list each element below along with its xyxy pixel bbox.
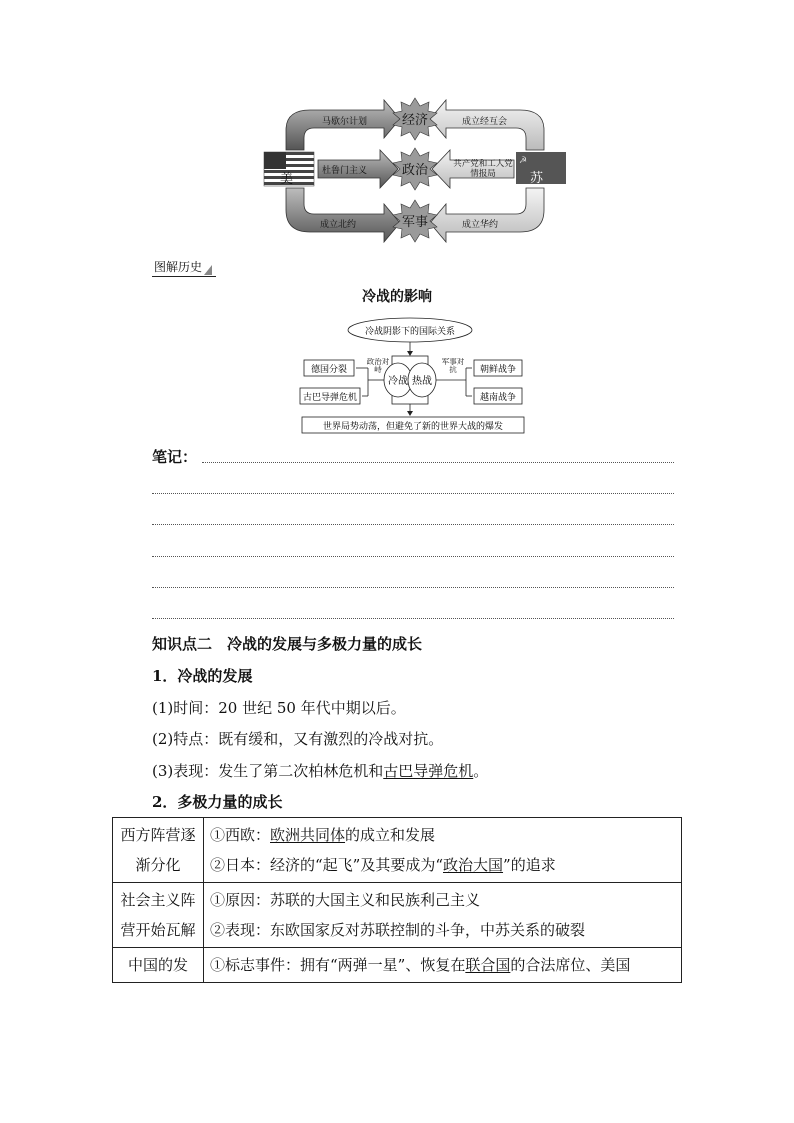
svg-text:☭: ☭ <box>519 156 528 166</box>
japan-text: ②日本：经济的“起飞”及其要成为“ <box>210 856 444 874</box>
multipolar-table <box>112 817 682 983</box>
section-tag-label: 图解历史 <box>154 260 203 274</box>
warsaw-label: 成立华约 <box>462 220 499 230</box>
left-arrow-label: 政治对峙 <box>366 358 390 374</box>
note-line-4[interactable] <box>152 556 674 557</box>
note-line-1[interactable] <box>202 462 674 463</box>
time-line: (1)时间：20 世纪 50 年代中期以后。 <box>152 699 406 717</box>
truman-label: 杜鲁门主义 <box>322 166 368 176</box>
politics-node <box>393 148 437 190</box>
un-term: 联合国 <box>465 956 511 974</box>
cominform-label: 共产党和工人党情报局 <box>453 159 513 179</box>
manifestation-end: 。 <box>473 762 489 780</box>
cuban-crisis-term: 古巴导弹危机 <box>383 762 474 780</box>
table-row <box>113 883 682 948</box>
left-box-2: 古巴导弹危机 <box>302 393 358 403</box>
subsection-2-title: 2．多极力量的成长 <box>152 793 283 811</box>
hot-label: 热战 <box>412 376 432 387</box>
warsaw-arrow <box>430 188 544 242</box>
politics-label: 政治 <box>401 163 429 178</box>
cold-war-confrontation-diagram <box>262 92 568 246</box>
right-arrow-label: 军事对抗 <box>441 358 465 374</box>
manifest-text: ②表现：东欧国家反对苏联控制的斗争，中苏关系的破裂 <box>210 921 586 939</box>
notes-label: 笔记： <box>152 448 198 466</box>
feature-line: (2)特点：既有缓和，又有激烈的冷战对抗。 <box>152 730 444 748</box>
china-events-text: ①标志事件：拥有“两弹一星”、恢复在 <box>210 956 466 974</box>
top-label: 冷战阴影下的国际关系 <box>364 327 456 337</box>
china-events-end: 的合法席位、美国 <box>510 956 631 974</box>
table-row <box>113 818 682 883</box>
row-content-socialist <box>204 883 682 948</box>
political-power-term: 政治大国 <box>443 856 504 874</box>
economy-node <box>393 98 437 140</box>
subsection-1-title: 1．冷战的发展 <box>152 667 253 685</box>
military-label: 军事 <box>401 215 429 230</box>
diagram2-title: 冷战的影响 <box>362 289 432 305</box>
west-europe-label: ①西欧： <box>210 826 271 844</box>
cold-label: 冷战 <box>388 376 408 387</box>
nato-label: 成立北约 <box>320 220 357 230</box>
ussr-label: 苏 <box>530 171 544 186</box>
table-row <box>113 948 682 983</box>
nato-arrow <box>286 188 400 242</box>
row-content-west <box>204 818 682 883</box>
japan-text-end: ”的追求 <box>503 856 556 874</box>
section-tag <box>152 258 216 277</box>
note-line-5[interactable] <box>152 587 674 588</box>
west-europe-text: 的成立和发展 <box>345 826 436 844</box>
usa-label: 美 <box>280 172 294 187</box>
cause-text: ①原因：苏联的大国主义和民族利己主义 <box>210 891 481 909</box>
ec-term: 欧洲共同体 <box>270 826 346 844</box>
row-label-west: 西方阵营逐渐分化 <box>113 818 204 883</box>
military-node <box>393 200 437 242</box>
left-box-1: 德国分裂 <box>310 365 348 375</box>
right-box-1: 朝鲜战争 <box>479 365 517 375</box>
right-box-2: 越南战争 <box>479 393 517 403</box>
marshall-label: 马歇尔计划 <box>322 117 368 127</box>
manifestation-line <box>152 760 488 781</box>
row-label-socialist: 社会主义阵营开始瓦解 <box>113 883 204 948</box>
comecon-label: 成立经互会 <box>462 117 508 127</box>
cold-war-impact-diagram <box>296 314 528 438</box>
economy-label: 经济 <box>401 113 429 128</box>
bottom-box: 世界局势动荡，但避免了新的世界大战的爆发 <box>322 422 504 432</box>
note-line-2[interactable] <box>152 493 674 494</box>
note-line-3[interactable] <box>152 524 674 525</box>
row-content-china <box>204 948 682 983</box>
knowledge-point-heading: 知识点二 冷战的发展与多极力量的成长 <box>152 635 423 653</box>
note-line-6[interactable] <box>152 618 674 619</box>
row-label-china: 中国的发 <box>113 948 204 983</box>
tag-corner-icon <box>204 265 212 275</box>
manifestation-text: (3)表现：发生了第二次柏林危机和 <box>152 762 384 780</box>
